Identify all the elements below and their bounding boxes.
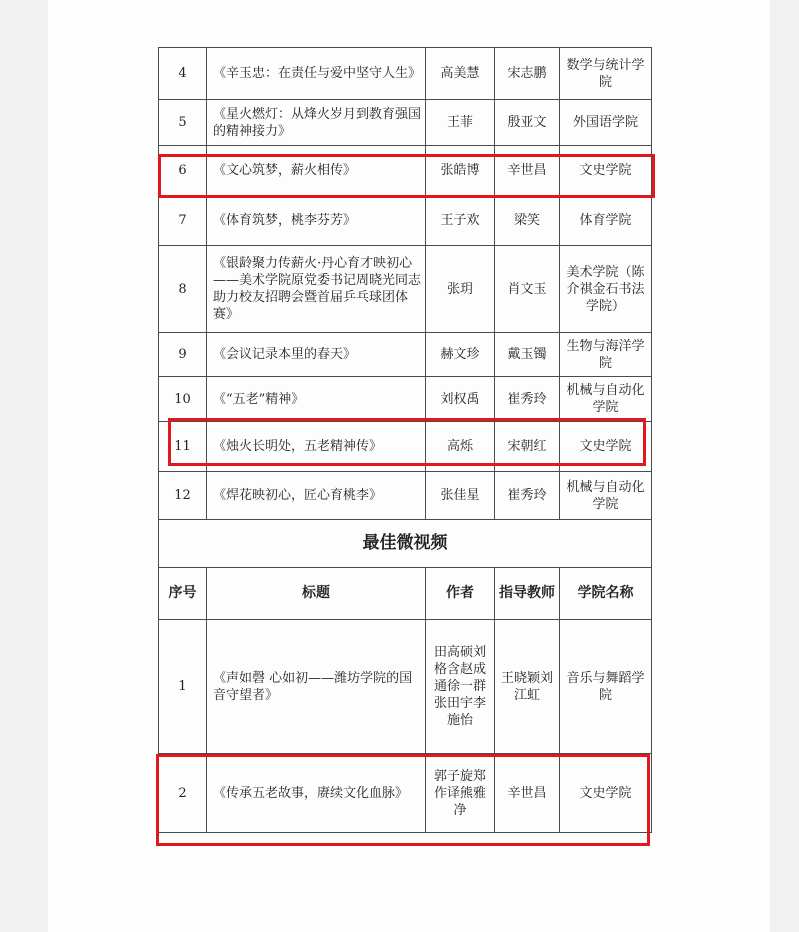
author: 刘权禹: [426, 377, 495, 422]
college: 外国语学院: [560, 100, 652, 146]
college: 体育学院: [560, 196, 652, 246]
table-row: [159, 196, 652, 246]
work-title: 《会议记录本里的春天》: [207, 333, 426, 377]
college: 文史学院: [560, 754, 652, 833]
college: 文史学院: [560, 146, 652, 196]
section-title-row: [159, 520, 652, 568]
table-row: [159, 333, 652, 377]
row-number: 4: [159, 48, 207, 100]
header-college: 学院名称: [560, 568, 652, 620]
college: 机械与自动化学院: [560, 472, 652, 520]
work-title: 《银龄聚力传薪火·丹心育才映初心——美术学院原党委书记周晓光同志助力校友招聘会暨首届乒乓球团体赛》: [207, 246, 426, 333]
college: 生物与海洋学院: [560, 333, 652, 377]
row-number: 1: [159, 620, 207, 754]
teacher: 殷亚文: [495, 100, 560, 146]
header-title: 标题: [207, 568, 426, 620]
table-row: [159, 422, 652, 472]
work-title: 《声如磬 心如初——潍坊学院的国音守望者》: [207, 620, 426, 754]
author: 高美慧: [426, 48, 495, 100]
college: 数学与统计学院: [560, 48, 652, 100]
teacher: 梁笑: [495, 196, 560, 246]
row-number: 12: [159, 472, 207, 520]
teacher: 辛世昌: [495, 146, 560, 196]
author: 张玥: [426, 246, 495, 333]
header-teacher: 指导教师: [495, 568, 560, 620]
teacher: 肖文玉: [495, 246, 560, 333]
work-title: 《焊花映初心，匠心育桃李》: [207, 472, 426, 520]
teacher: 崔秀玲: [495, 377, 560, 422]
author: 王子欢: [426, 196, 495, 246]
table-row: [159, 146, 652, 196]
author: 郭子旋郑作译熊雅净: [426, 754, 495, 833]
college: 美术学院（陈介祺金石书法学院）: [560, 246, 652, 333]
work-title: 《烛火长明处，五老精神传》: [207, 422, 426, 472]
teacher: 崔秀玲: [495, 472, 560, 520]
teacher: 辛世昌: [495, 754, 560, 833]
table-row: [159, 377, 652, 422]
teacher: 戴玉镯: [495, 333, 560, 377]
college: 机械与自动化学院: [560, 377, 652, 422]
table-row: [159, 472, 652, 520]
author: 赫文珍: [426, 333, 495, 377]
header-author: 作者: [426, 568, 495, 620]
work-title: 《“五老”精神》: [207, 377, 426, 422]
table-row: [159, 754, 652, 833]
college: 音乐与舞蹈学院: [560, 620, 652, 754]
table-row: [159, 246, 652, 333]
work-title: 《星火燃灯：从烽火岁月到教育强国的精神接力》: [207, 100, 426, 146]
author: 高烁: [426, 422, 495, 472]
header-row: [159, 568, 652, 620]
award-table: [158, 47, 652, 833]
section-title: 最佳微视频: [159, 520, 652, 568]
teacher: 宋志鹏: [495, 48, 560, 100]
table-row: [159, 48, 652, 100]
work-title: 《文心筑梦，薪火相传》: [207, 146, 426, 196]
teacher: 王晓颖刘江虹: [495, 620, 560, 754]
row-number: 10: [159, 377, 207, 422]
teacher: 宋朝红: [495, 422, 560, 472]
work-title: 《传承五老故事，赓续文化血脉》: [207, 754, 426, 833]
row-number: 11: [159, 422, 207, 472]
college: 文史学院: [560, 422, 652, 472]
author: 张佳星: [426, 472, 495, 520]
row-number: 9: [159, 333, 207, 377]
row-number: 7: [159, 196, 207, 246]
work-title: 《体育筑梦，桃李芬芳》: [207, 196, 426, 246]
row-number: 2: [159, 754, 207, 833]
table-row: [159, 620, 652, 754]
author: 张皓博: [426, 146, 495, 196]
author: 田高硕刘格含赵成通徐一群张田宇李施怡: [426, 620, 495, 754]
table-row: [159, 100, 652, 146]
row-number: 5: [159, 100, 207, 146]
author: 王菲: [426, 100, 495, 146]
work-title: 《辛玉忠：在责任与爱中坚守人生》: [207, 48, 426, 100]
row-number: 8: [159, 246, 207, 333]
header-no: 序号: [159, 568, 207, 620]
row-number: 6: [159, 146, 207, 196]
